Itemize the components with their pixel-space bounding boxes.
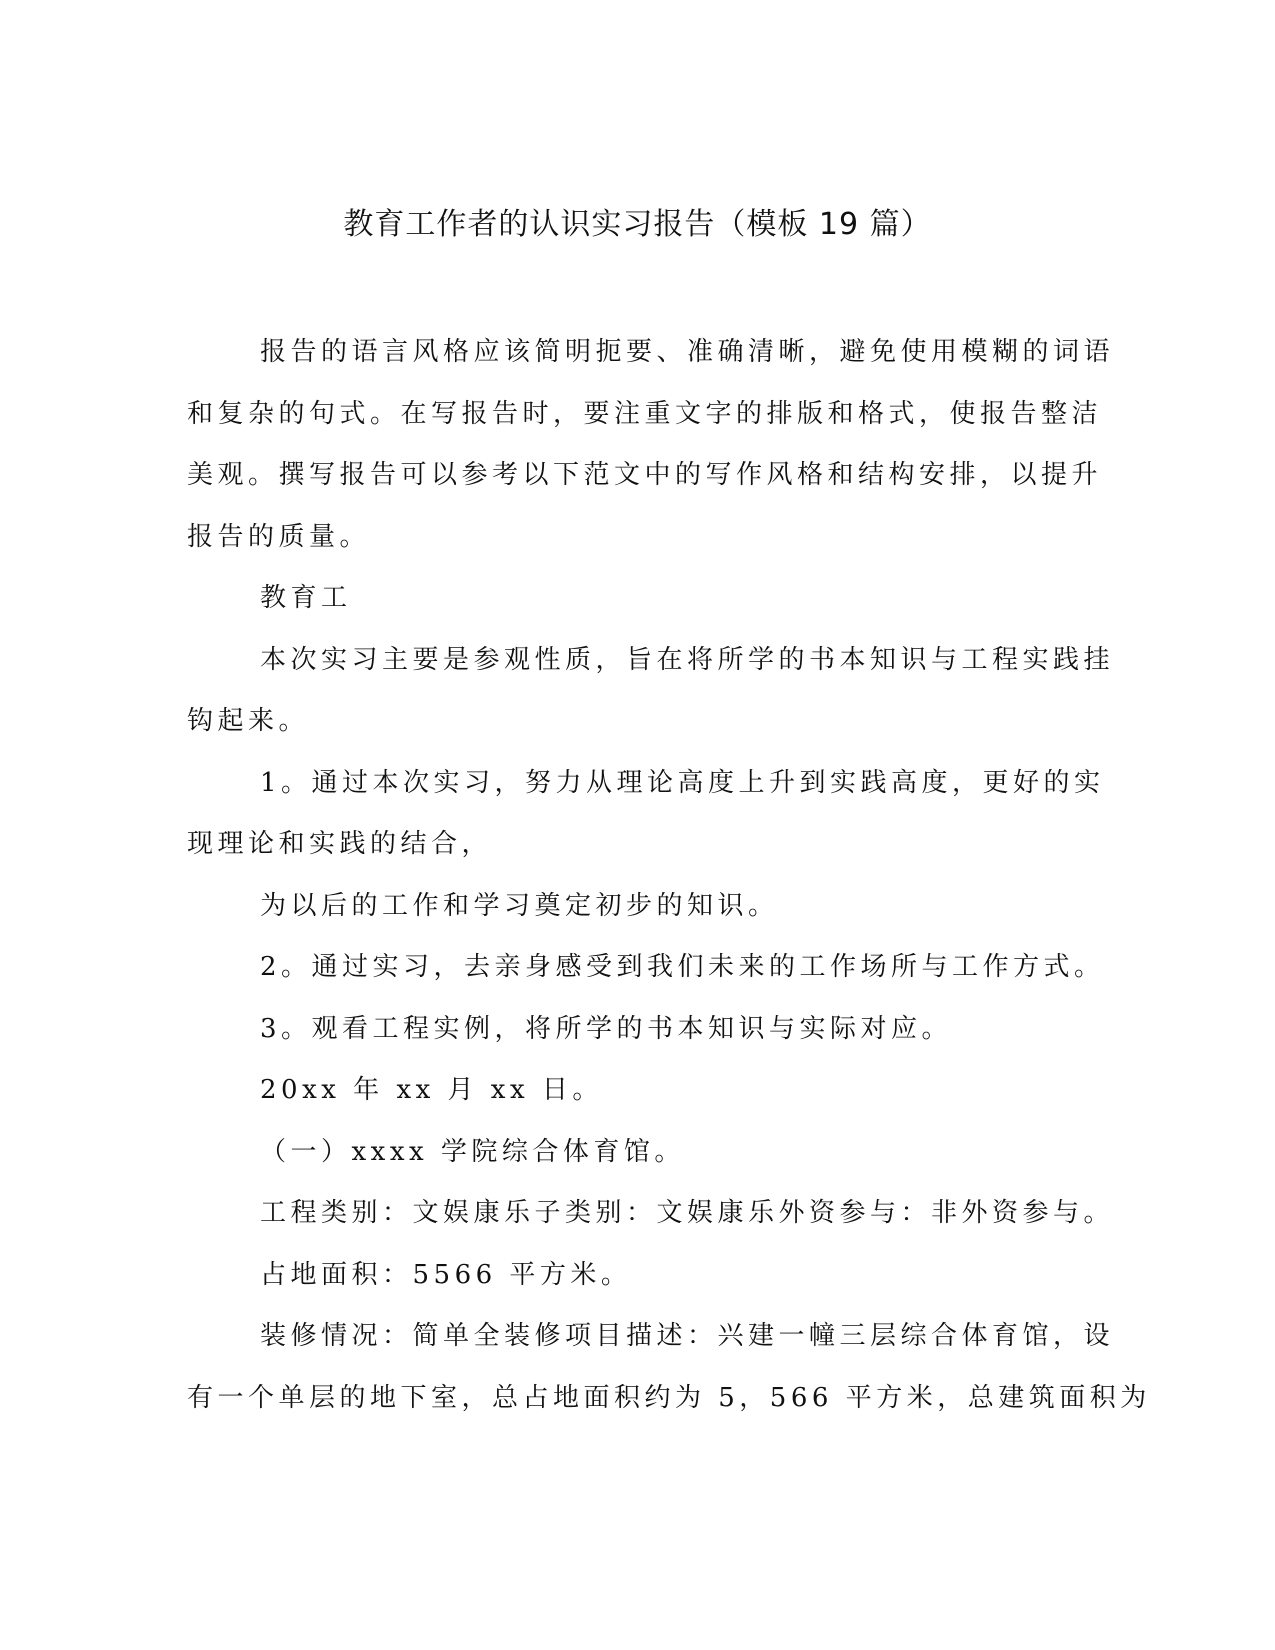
- document-body: [187, 332, 1151, 1439]
- text-line: 报告的语言风格应该简明扼要、准确清晰，避免使用模糊的词语: [260, 337, 1115, 367]
- text-line: 和复杂的句式。在写报告时，要注重文字的排版和格式，使报告整洁: [187, 398, 1103, 429]
- text-line: 有一个单层的地下室，总占地面积约为 5，566 平方米，总建筑面积为: [187, 1382, 1151, 1413]
- text-line: 装修情况：简单全装修项目描述：兴建一幢三层综合体育馆，设: [260, 1321, 1115, 1351]
- text-line: 2。通过实习，去亲身感受到我们未来的工作场所与工作方式。: [260, 952, 1105, 982]
- text-line: 现理论和实践的结合，: [187, 829, 493, 859]
- text-line: 1。通过本次实习，努力从理论高度上升到实践高度，更好的实: [260, 767, 1105, 798]
- text-line: 美观。撰写报告可以参考以下范文中的写作风格和结构安排，以提升: [187, 460, 1103, 490]
- text-line: 钩起来。: [187, 706, 310, 736]
- text-line: （一）xxxx 学院综合体育馆。: [260, 1136, 685, 1167]
- text-line: 20xx 年 xx 月 xx 日。: [260, 1075, 603, 1105]
- text-line: 为以后的工作和学习奠定初步的知识。: [260, 890, 779, 921]
- text-line: 3。观看工程实例，将所学的书本知识与实际对应。: [260, 1013, 953, 1044]
- text-line: 本次实习主要是参观性质，旨在将所学的书本知识与工程实践挂: [260, 644, 1115, 675]
- text-line: 占地面积：5566 平方米。: [260, 1259, 632, 1290]
- text-line: 工程类别：文娱康乐子类别：文娱康乐外资参与：非外资参与。: [260, 1198, 1115, 1228]
- text-line: 报告的质量。: [187, 521, 371, 552]
- text-line: 教育工: [260, 583, 352, 613]
- document-title: 教育工作者的认识实习报告（模板 19 篇）: [343, 207, 932, 242]
